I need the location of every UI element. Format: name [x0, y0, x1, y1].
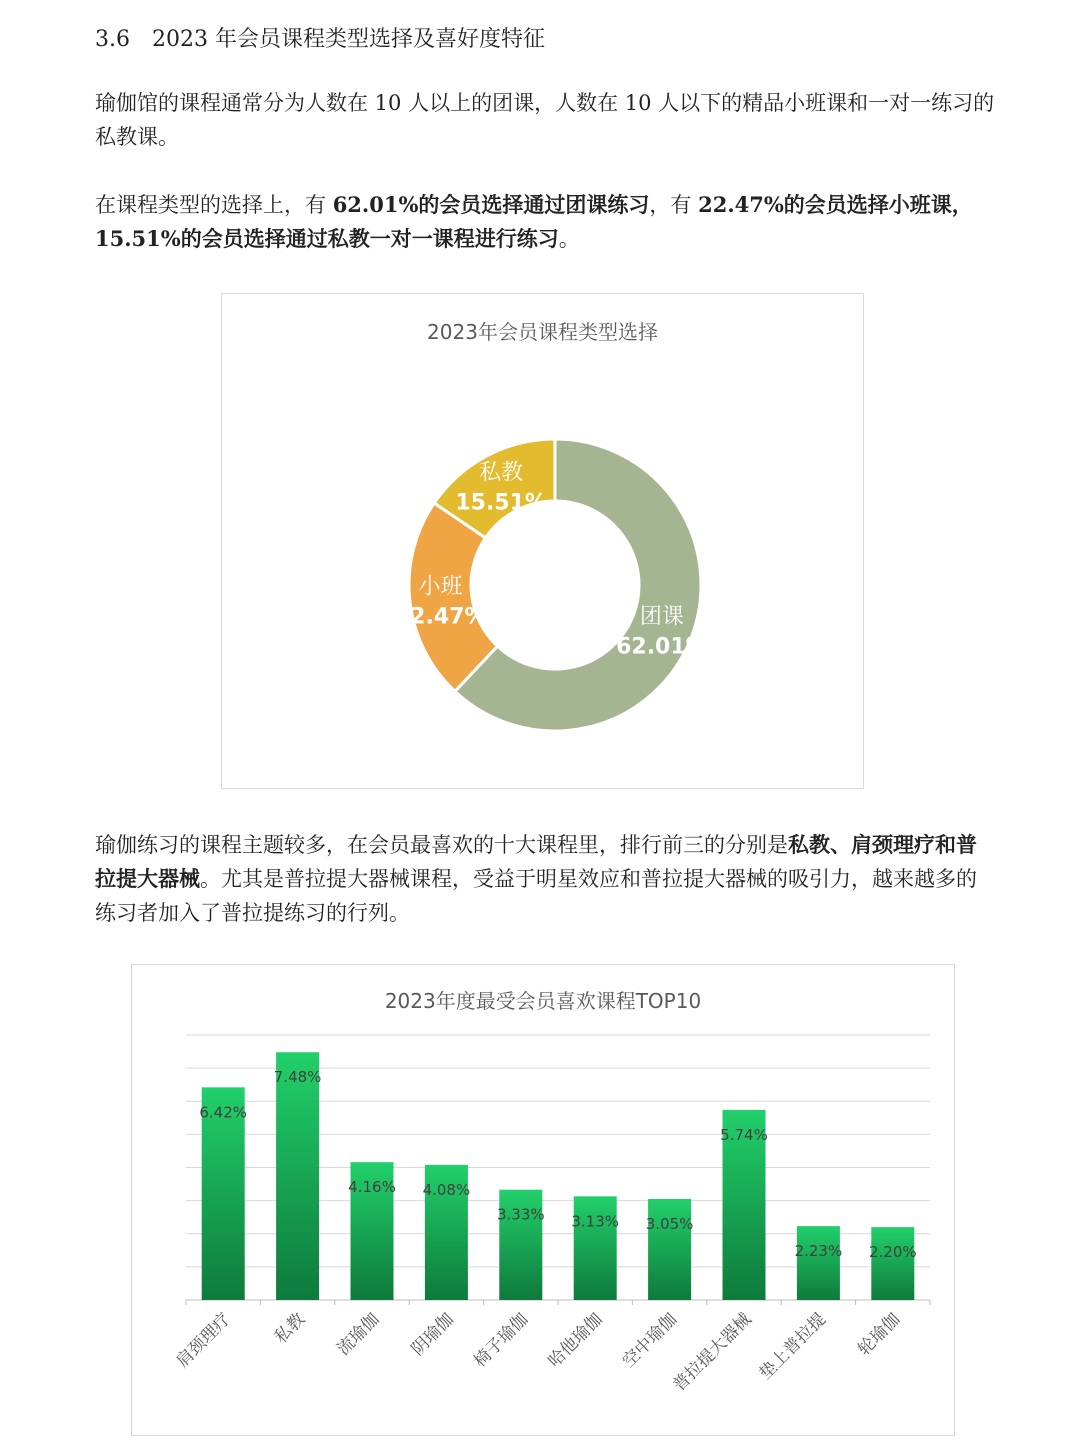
bar-data-label: 6.42%	[199, 1103, 248, 1122]
text-segment: 在课程类型的选择上，有	[95, 193, 333, 217]
bar-data-label: 3.05%	[645, 1214, 694, 1233]
bar-data-label: 7.48%	[273, 1068, 322, 1087]
bold-segment: 私教、肩颈理疗和普拉提大器械	[95, 832, 977, 891]
x-tick-label: 轮瑜伽	[854, 1309, 905, 1360]
bar-data-label: 4.16%	[348, 1178, 396, 1197]
paragraph-course-selection	[95, 188, 995, 256]
donut-slice-value: 62.01%	[616, 634, 708, 660]
paragraph-top-courses	[95, 828, 995, 930]
bar-chart	[131, 964, 955, 1436]
text-segment: 。尤其是普拉提大器械课程，受益于明星效应和普拉提大器械的吸引力，越来越多的练习者加入了普拉提练习的行列。	[95, 867, 977, 925]
bar-data-label: 3.33%	[496, 1205, 545, 1224]
text-segment: ，有	[649, 193, 699, 217]
donut-chart	[221, 293, 864, 789]
donut-chart-svg	[222, 294, 863, 788]
bold-segment: 15.51%的会员选择通过私教一对一课程进行练习	[95, 226, 559, 251]
bar-data-label: 3.13%	[571, 1212, 620, 1231]
x-tick-label: 肩颈理疗	[172, 1309, 235, 1372]
x-tick-label: 流瑜伽	[333, 1309, 384, 1360]
bar-data-label: 5.74%	[720, 1125, 768, 1144]
chart-title: 2023年会员课程类型选择	[427, 320, 658, 344]
section-heading: 3.6 2023 年会员课程类型选择及喜好度特征	[95, 27, 545, 52]
bold-segment: 62.01%的会员选择通过团课练习	[332, 192, 650, 217]
bold-segment: 22.47%的会员选择小班课，	[698, 192, 973, 217]
x-tick-label: 空中瑜伽	[618, 1309, 682, 1372]
x-tick-label: 椅子瑜伽	[470, 1309, 533, 1372]
donut-slice-label: 团课	[639, 604, 684, 630]
bar-轮瑜伽	[871, 1227, 914, 1300]
bar-data-label: 2.20%	[868, 1243, 917, 1262]
x-tick-label: 哈他瑜伽	[544, 1309, 607, 1372]
text-segment: 。	[558, 227, 580, 251]
x-tick-label: 阴瑜伽	[407, 1309, 458, 1360]
donut-slice-value: 15.51%	[455, 490, 547, 516]
bar-垫上普拉提	[797, 1226, 840, 1300]
chart-title: 2023年度最受会员喜欢课程TOP10	[384, 989, 702, 1013]
text-segment: 瑜伽练习的课程主题较多，在会员最喜欢的十大课程里，排行前三的分别是	[95, 833, 788, 857]
bar-私教	[276, 1052, 319, 1300]
donut-slice-value: 22.47%	[394, 604, 487, 630]
bar-data-label: 2.23%	[794, 1242, 843, 1261]
x-tick-label: 私教	[270, 1309, 310, 1348]
x-tick-label: 普拉提大器械	[669, 1309, 756, 1396]
donut-slice-label: 私教	[479, 460, 524, 486]
donut-slice-label: 小班	[418, 574, 463, 600]
bar-chart-svg	[132, 965, 954, 1435]
x-tick-label: 垫上普拉提	[755, 1309, 830, 1384]
paragraph-course-types: 瑜伽馆的课程通常分为人数在 10 人以上的团课，人数在 10 人以下的精品小班课和一对一练习的私教课。	[95, 91, 995, 149]
bar-data-label: 4.08%	[422, 1180, 471, 1199]
